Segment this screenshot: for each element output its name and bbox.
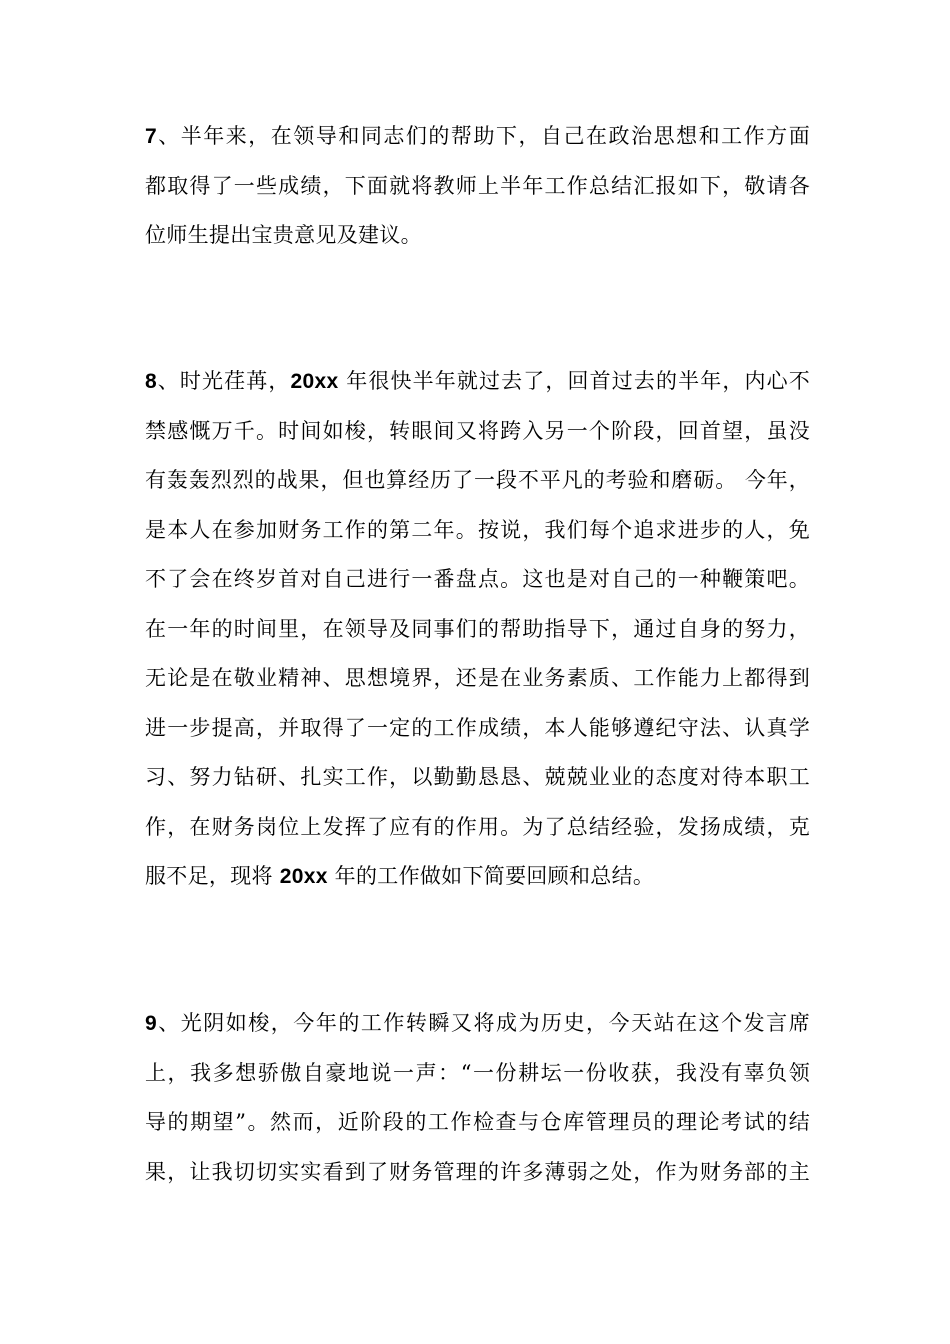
paragraph-line: 禁感慨万千。时间如梭，转眼间又将跨入另一个阶段，回首望，虽没: [145, 418, 810, 443]
year-text: 20xx: [290, 370, 339, 393]
line-text: 、光阴如梭，今年的工作转瞬又将成为历史，今天站在这个发言席: [156, 1011, 810, 1035]
paragraph-9: [145, 999, 810, 1197]
line-text: 、半年来，在领导和同志们的帮助下，自己在政治思想和工作方面: [156, 124, 810, 148]
paragraph-line: 导的期望”。然而，近阶段的工作检查与仓库管理员的理论考试的结: [145, 1110, 810, 1134]
paragraph-number: 9: [145, 1012, 157, 1035]
paragraph-line: [145, 357, 810, 407]
paragraph-line: 上，我多想骄傲自豪地说一声：“一份耕坛一份收获，我没有辜负领: [145, 1060, 810, 1085]
paragraph-line: [145, 999, 810, 1049]
paragraph-line: 习、努力钻研、扎实工作，以勤勤恳恳、兢兢业业的态度对待本职工: [145, 765, 810, 789]
paragraph-number: 8: [145, 370, 157, 393]
paragraph-line: 果，让我切切实实看到了财务管理的许多薄弱之处，作为财务部的主: [145, 1159, 810, 1184]
paragraph-line: 不了会在终岁首对自己进行一番盘点。这也是对自己的一种鞭策吧。: [145, 567, 810, 591]
line-text: 、时光荏苒，: [156, 369, 291, 393]
line-text: 服不足，现将: [145, 864, 280, 888]
paragraph-line: 作，在财务岗位上发挥了应有的作用。为了总结经验，发扬成绩，克: [145, 814, 810, 839]
line-text: 年很快半年就过去了，回首过去的半年，内心不: [338, 369, 810, 393]
paragraph-line: [145, 112, 810, 162]
paragraph-line: 都取得了一些成绩，下面就将教师上半年工作总结汇报如下，敬请各: [145, 173, 810, 198]
year-text: 20xx: [279, 865, 328, 888]
paragraph-number: 7: [145, 125, 157, 148]
paragraph-line: [145, 852, 810, 902]
paragraph-8: [145, 357, 810, 902]
paragraph-7: [145, 112, 810, 261]
paragraph-line: 有轰轰烈烈的战果，但也算经历了一段不平凡的考验和磨砺。 今年，: [145, 468, 810, 492]
paragraph-line: 在一年的时间里，在领导及同事们的帮助指导下，通过自身的努力，: [145, 616, 810, 641]
paragraph-line: 位师生提出宝贵意见及建议。: [145, 223, 422, 247]
paragraph-line: 是本人在参加财务工作的第二年。按说，我们每个追求进步的人，免: [145, 517, 810, 542]
paragraph-line: 无论是在敬业精神、思想境界，还是在业务素质、工作能力上都得到: [145, 666, 810, 690]
paragraph-line: 进一步提高，并取得了一定的工作成绩，本人能够遵纪守法、认真学: [145, 715, 810, 740]
line-text: 年的工作做如下简要回顾和总结。: [327, 864, 655, 888]
